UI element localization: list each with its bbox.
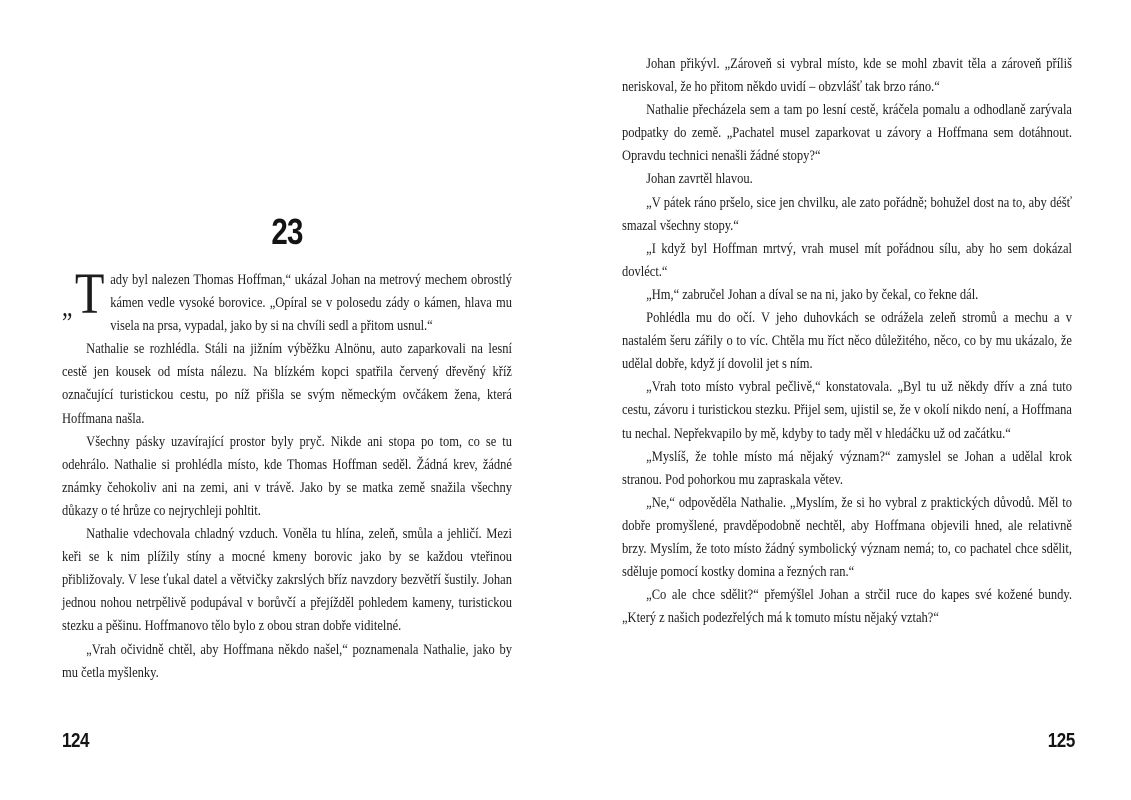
chapter-number-text: 23 — [271, 211, 303, 252]
opening-paragraph-text: ady byl nalezen Thomas Hoffman,“ ukázal Johan na metrový mechem obrostlý kámen vedle vysoké borovice. „Opíral se v polosedu zády o kámen, hlava mu visela na prsa, vypadal, jako by si na chvíli sedl a přitom usnul.“ — [110, 272, 512, 335]
paragraph: Johan přikývl. „Zároveň si vybral místo, kde se mohl zbavit těla a zároveň příliš neriskoval, že ho přitom někdo uvidí – obzvlášť tak brzo ráno.“ — [622, 56, 1072, 96]
page-number-right — [1043, 731, 1075, 751]
paragraph: „Ne,“ odpověděla Nathalie. „Myslím, že si ho vybral z praktických důvodů. Měl to dobře promyšlené, pravděpodobně nechtěl, aby Hoffmana objevili hned, ale relativně brzy. Myslím, že toto místo žádný symbolický význam nemá; to, co pachatel chce sdělit, sděluje pomocí kostky domina a řezných ran.“ — [622, 494, 1072, 581]
paragraph: Nathalie se rozhlédla. Stáli na jižním výběžku Alnönu, auto zaparkovali na lesní cestě jen kousek od místa nálezu. Na blízkém kopci spatřila červený dřevěný kříž označující turistickou cestu, po níž přišla se svým německým ovčákem žena, která Hoffmana našla. — [62, 341, 512, 427]
paragraph: Johan zavrtěl hlavou. — [646, 171, 753, 188]
paragraph: „Vrah očividně chtěl, aby Hoffmana někdo našel,“ poznamenala Nathalie, jako by mu četla myšlenky. — [62, 641, 512, 681]
paragraph: „V pátek ráno pršelo, sice jen chvilku, ale zato pořádně; bohužel dost na to, aby déšť smazal všechny stopy.“ — [622, 194, 1072, 234]
left-page-text — [62, 261, 512, 685]
page-number-left-text: 124 — [62, 730, 90, 752]
page-left — [62, 0, 512, 800]
paragraph: Nathalie přecházela sem a tam po lesní cestě, kráčela pomalu a odhodlaně zarývala podpatky do země. „Pachatel musel zaparkovat u závory a Hoffmana sem dotáhnout. Opravdu technici nenašli žádné stopy?“ — [622, 102, 1072, 165]
drop-cap-letter: T — [74, 261, 105, 326]
drop-cap — [62, 261, 105, 326]
page-number-right-text: 125 — [1047, 730, 1075, 752]
right-page-text — [622, 53, 1072, 630]
paragraph: „Myslíš, že tohle místo má nějaký význam?“ zamyslel se Johan a udělal krok stranou. Pod pohorkou mu zapraskala větev. — [622, 448, 1072, 488]
paragraph: „Hm,“ zabručel Johan a díval se na ni, jako by čekal, co řekne dál. — [646, 286, 979, 303]
paragraph: „Vrah toto místo vybral pečlivě,“ konstatovala. „Byl tu už někdy dřív a zná tuto cestu, závoru i turistickou stezku. Přijel sem, ujistil se, že v okolí nikdo není, a Hoffmana tu nechal. Nepřekvapilo by mě, kdyby to tady měl v hledáčku už od začátku.“ — [622, 379, 1072, 442]
left-page-paragraphs — [62, 338, 512, 684]
opening-paragraph — [62, 261, 512, 338]
paragraph: Nathalie vdechovala chladný vzduch. Voněla tu hlína, zeleň, smůla a jehličí. Mezi keři se k nim plížily stíny a mocné kmeny borovic jako by se každou vteřinou přibližovaly. V lese ťukal datel a větvičky zakrslých bříz navzdory bezvětří šustily. Johan jednou nohou netrpělivě podupával v borůvčí a přejížděl pohledem kameny, turistickou stezku a pěšinu. Hoffmanovo tělo bylo z obou stran dobře viditelné. — [62, 526, 512, 635]
page-number-left — [62, 731, 94, 751]
paragraph: Pohlédla mu do očí. V jeho duhovkách se odrážela zeleň stromů a mechu a v nastalém šeru zářily o to víc. Chtěla mu říct něco důležitého, něco, co by mu ukázalo, že udělal dobře, když jí dovolil jet s ním. — [622, 310, 1072, 373]
right-page-paragraphs — [622, 53, 1072, 630]
page-right — [622, 0, 1075, 800]
chapter-number — [62, 212, 512, 252]
paragraph: Všechny pásky uzavírající prostor byly pryč. Nikde ani stopa po tom, co se tu odehrálo. Nathalie si prohlédla místo, kde Thomas Hoffman seděl. Žádná krev, žádné známky čehokoliv ani na zemi, ani v trávě. Jako by se matka země snažila všechny důkazy o té hrůze co nejrychleji pohltit. — [62, 433, 512, 519]
paragraph: „I když byl Hoffman mrtvý, vrah musel mít pořádnou sílu, aby ho sem dokázal dovléct.“ — [622, 240, 1072, 280]
paragraph: „Co ale chce sdělit?“ přemýšlel Johan a strčil ruce do kapes své kožené bundy. „Který z našich podezřelých má k tomuto místu nějaký vztah?“ — [622, 587, 1072, 627]
opening-quote-mark: „ — [62, 292, 73, 323]
